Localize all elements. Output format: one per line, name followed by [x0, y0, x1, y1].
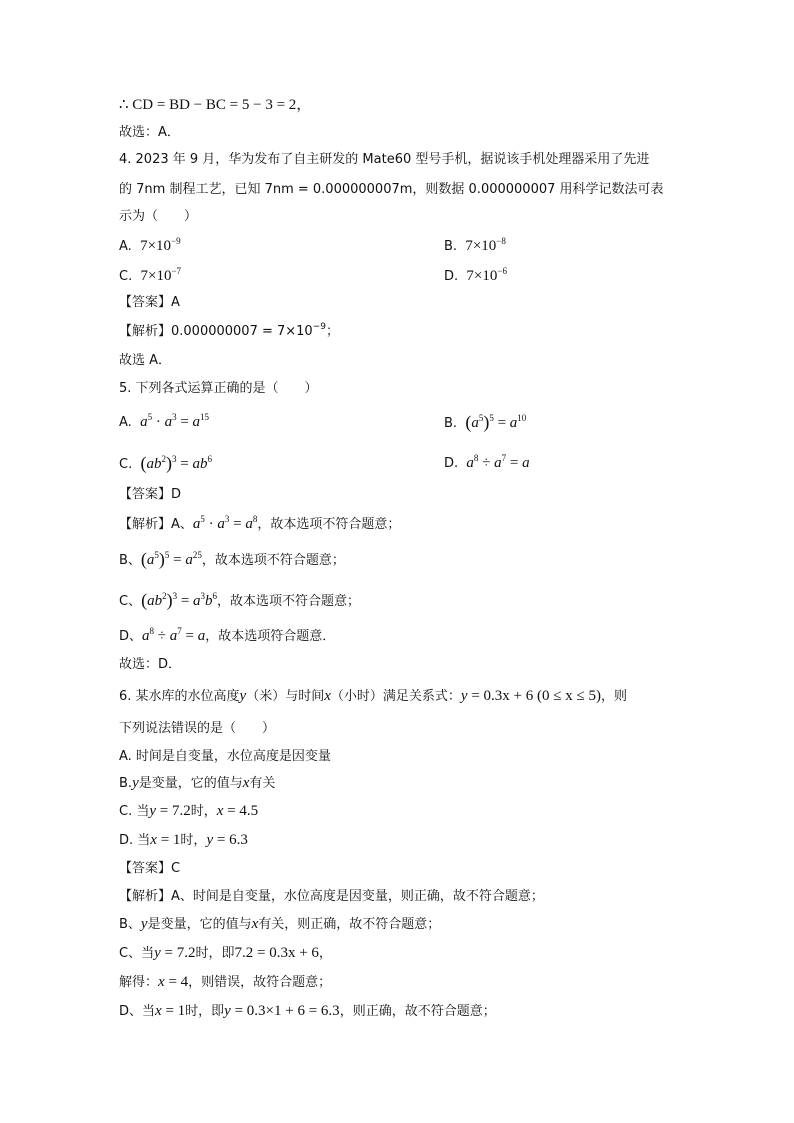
q6-explanation-b: B、y是变量，它的值与x有关，则正确，故不符合题意； [119, 916, 441, 932]
q6-option-b: B.y是变量，它的值与x有关 [119, 775, 276, 791]
q5-option-d: D. $a^8 \div a^7 = a$ [444, 453, 530, 471]
q4-option-b: B. $7\times 10^{-8}$ [444, 236, 506, 254]
answer-choice-line: 故选：A． [119, 125, 180, 140]
q4-explanation: 【解析】$0.000000007 = 7\times 10^{-9}$； [119, 322, 340, 339]
q5-answer: 【答案】D [119, 487, 182, 502]
q4-answer: 【答案】A [119, 295, 180, 310]
q6-solve: 解得：x = 4，则错误，故符合题意； [119, 974, 332, 990]
q6-option-a: A. 时间是自变量，水位高度是因变量 [119, 749, 331, 764]
q5-choice: 故选：D． [119, 657, 182, 672]
q4-option-c: C. $7\times 10^{-7}$ [119, 266, 182, 284]
q5-explanation-b: B、$(a^5)^5 = a^{25}$，故本选项不符合题意； [119, 549, 345, 569]
q6-option-d: D. 当x = 1时，y = 6.3 [119, 832, 248, 848]
line-cd-result: ∴ CD = BD − BC = 5 − 3 = 2， [119, 97, 312, 113]
q6-explanation-d: D、当x = 1时，即y = 0.3×1 + 6 = 6.3，则正确，故不符合题意； [119, 1003, 496, 1019]
question-4-line-3: 示为（ ） [119, 209, 198, 224]
question-4-line-1: 4. 2023 年 9 月，华为发布了自主研发的 Mate60 型号手机，据说该手机处理器采用了先进 [119, 152, 650, 167]
q4-option-a: A. $7\times 10^{-9}$ [119, 236, 181, 254]
q4-option-d: D. $7\times 10^{-6}$ [444, 266, 507, 284]
q5-option-c: C. $(ab^2)^3 = ab^6$ [119, 453, 212, 473]
q5-explanation-c: C、$(ab^2)^3 = a^3b^6$，故本选项不符合题意； [119, 590, 361, 610]
q6-answer: 【答案】C [119, 861, 181, 876]
q5-option-a: A. $a^5 \cdot a^3 = a^{15}$ [119, 412, 210, 430]
question-6-line-2: 下列说法错误的是（ ） [119, 721, 276, 736]
q5-option-b: B. $(a^5)^5 = a^{10}$ [444, 412, 527, 432]
q6-option-c: C. 当y = 7.2时，x = 4.5 [119, 803, 259, 819]
q6-explanation-a: 【解析】A、时间是自变量，水位高度是因变量，则正确，故不符合题意； [119, 889, 544, 904]
q5-explanation-a: 【解析】A、$a^5 \cdot a^3 = a^8$，故本选项不符合题意； [119, 514, 401, 532]
q6-explanation-c: C、当y = 7.2时，即7.2 = 0.3x + 6， [119, 945, 332, 961]
q5-explanation-d: D、$a^8 \div a^7 = a$，故本选项符合题意． [119, 626, 336, 644]
question-4-line-2: 的 7nm 制程工艺，已知 7nm = 0.000000007m，则数据 0.000000007 用科学记数法可表 [119, 182, 664, 197]
q4-choice: 故选 A． [119, 353, 172, 368]
question-5-stem: 5. 下列各式运算正确的是（ ） [119, 381, 318, 396]
question-6-line-1: 6. 某水库的水位高度y（米）与时间x（小时）满足关系式：y = 0.3x + 6 (0 ≤ x ≤ 5)，则 [119, 688, 627, 704]
